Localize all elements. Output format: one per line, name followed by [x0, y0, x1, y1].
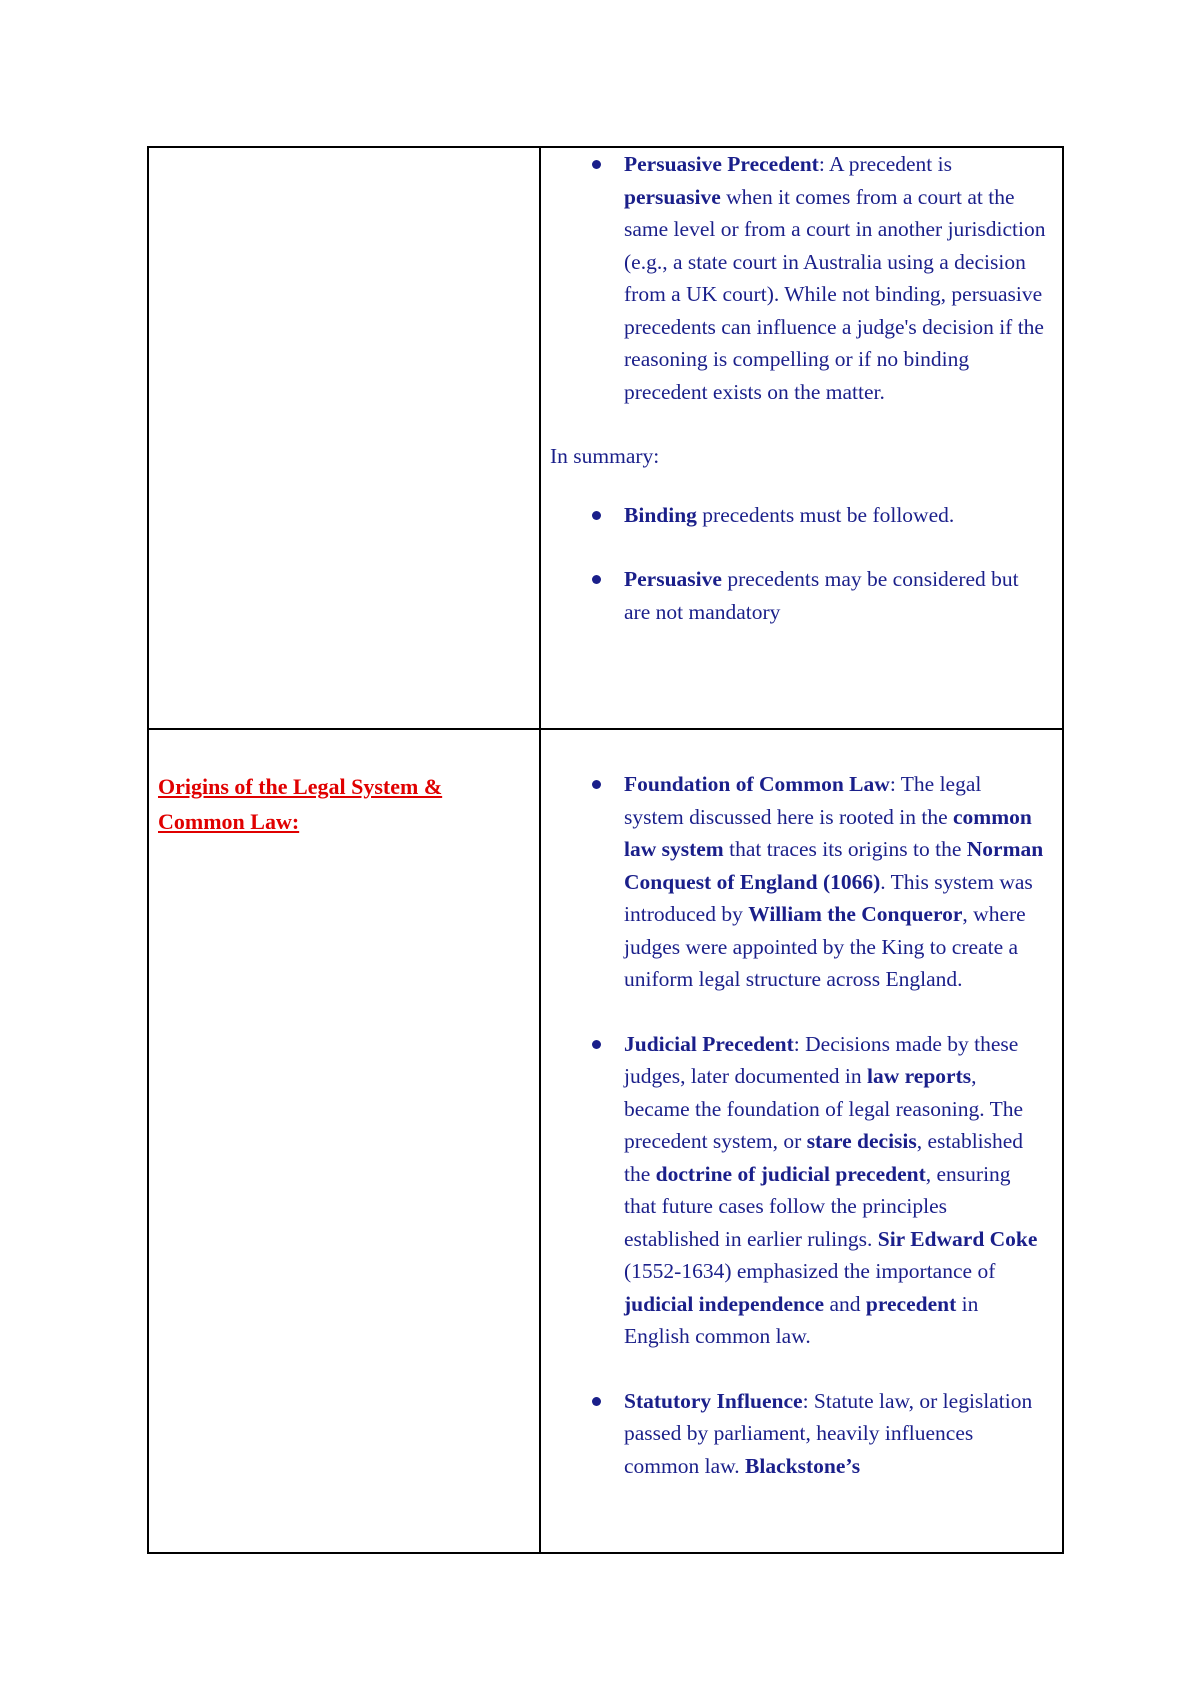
text-run: : The legal system discussed here is rooted in the [624, 772, 982, 829]
bold-term: Sir Edward Coke [877, 1226, 1038, 1251]
text-run: when it comes from a court at the same level or from a court in another jurisdiction (e.g., a state court in Australia using a decision from a UK court). While not binding, persuasive precedents can influence a judge's decision if the reasoning is compelling or if no binding precedent exists on the matter. [624, 184, 1046, 404]
list-item [624, 1028, 1046, 1353]
row2-left-cell [148, 729, 540, 1553]
row2-bullet-list [550, 768, 1046, 1482]
bold-term: law reports [867, 1064, 972, 1088]
text-run: : Statute law, or legislation passed by parliament, heavily influences common law. [624, 1388, 1033, 1478]
text-run: that traces its origins to the [723, 837, 967, 861]
text-run: : Decisions made by these judges, later documented in [624, 1031, 1019, 1088]
text-run: . This system was introduced by [624, 869, 1033, 926]
bold-term: Norman Conquest of England (1066) [624, 837, 1044, 894]
bold-term: Persuasive Precedent [624, 152, 819, 176]
row1-right-cell [540, 147, 1063, 729]
text-run: and [824, 1291, 866, 1316]
text-run: : A precedent is [818, 152, 952, 176]
summary-label: In summary: [550, 444, 660, 468]
bold-term: stare decisis [806, 1129, 917, 1153]
bold-term: Blackstone’s [745, 1453, 861, 1478]
bold-term: Judicial Precedent [624, 1031, 794, 1056]
row1-heading [149, 148, 539, 187]
row1-left-cell [148, 147, 540, 729]
list-item [624, 768, 1046, 996]
list-item [624, 148, 1046, 408]
bold-term: Foundation of Common Law [624, 772, 890, 796]
list-item [624, 1385, 1046, 1483]
list-item [624, 499, 1046, 532]
summary-bullet-list [550, 499, 1046, 629]
row1-bullet-list [550, 148, 1046, 408]
bold-term: judicial independence [624, 1291, 825, 1316]
table-row [148, 729, 1063, 1553]
list-item [624, 563, 1046, 628]
bold-term: doctrine of judicial precedent [655, 1161, 926, 1186]
table-row [148, 147, 1063, 729]
bold-term: precedent [865, 1291, 957, 1316]
bold-term: persuasive [624, 184, 721, 209]
text-run: precedents may be considered but are not mandatory [624, 567, 1019, 624]
text-run: , established the [624, 1129, 1024, 1186]
text-run: precedents must be followed. [696, 502, 955, 527]
bold-term: common law system [624, 804, 1032, 861]
bold-term: Persuasive [624, 567, 722, 591]
text-run: (1552-1634) emphasized the importance of [624, 1259, 996, 1283]
bold-term: Binding [624, 502, 697, 527]
text-run: in English common law. [624, 1291, 979, 1348]
section-heading: Origins of the Legal System & Common Law: [158, 774, 443, 834]
notes-table [147, 146, 1064, 1554]
text-run: , ensuring that future cases follow the principles established in earlier rulings. [624, 1161, 1011, 1251]
text-run: , where judges were appointed by the King to create a uniform legal structure across England. [624, 902, 1026, 991]
bold-term: William the Conqueror [748, 902, 963, 926]
text-run: , became the foundation of legal reasoning. The precedent system, or [624, 1064, 1023, 1153]
row2-right-cell [540, 729, 1063, 1553]
bold-term: Statutory Influence [624, 1388, 803, 1413]
